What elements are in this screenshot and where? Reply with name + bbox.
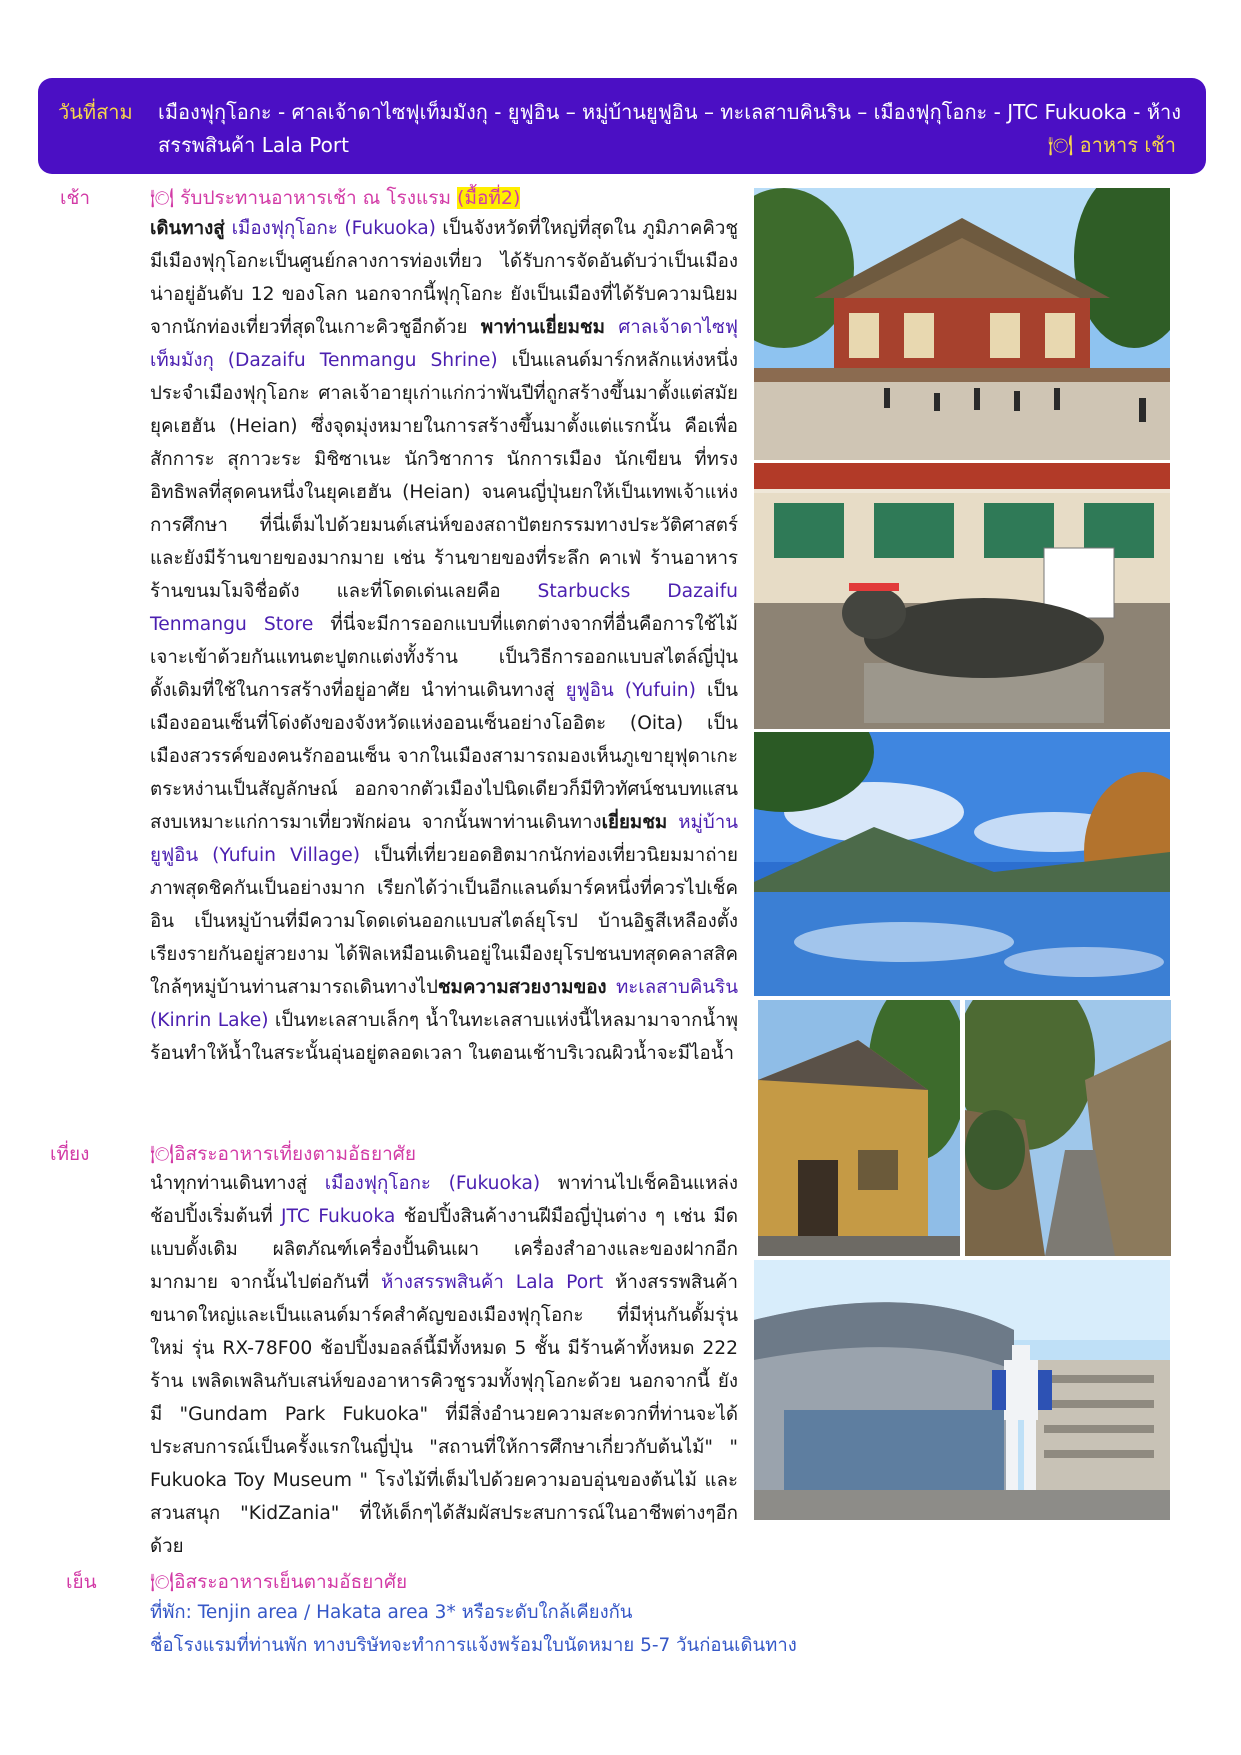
morning-text-segment: ยูฟูอิน (Yufuin) — [565, 680, 696, 701]
morning-text-segment: เมืองฟุกุโอกะ (Fukuoka) — [231, 218, 436, 239]
plate-icon: 🍽 — [150, 187, 175, 209]
lunch-text-segment: ช้อปปิ้งสินค้างานฝีมือญี่ปุ่นต่าง ๆ เช่น มีดแบบดั้งเดิม ผลิตภัณฑ์เครื่องปั้นดินเผา เครื่องสำอางและของฝากอีกมากมาย จากนั้นไปต่อกันที่ — [150, 1206, 738, 1293]
dinner-label: เย็น — [66, 1571, 97, 1593]
morning-text-segment — [605, 317, 618, 338]
hotel-info — [150, 1596, 797, 1662]
lunch-text-segment: JTC Fukuoka — [281, 1206, 396, 1227]
dinner-meal — [150, 1567, 407, 1597]
morning-text-segment — [607, 977, 616, 998]
morning-text-segment: เยี่ยมชม — [601, 812, 668, 833]
hotel-notice: ชื่อโรงแรมที่ท่านพัก ทางบริษัทจะทำการแจ้งพร้อมใบนัดหมาย 5-7 วันก่อนเดินทาง — [150, 1635, 797, 1656]
morning-text-segment: เป็นเมืองออนเซ็นที่โด่งดังของจังหวัดแห่งออนเซ็นอย่างโออิตะ (Oita) เป็นเมืองสวรรค์ของคนรักออนเซ็น จากในเมืองสามารถมองเห็นภูเขายุฟุดาเกะตระหง่านเป็นสัญลักษณ์ ออกจากตัวเมืองไปนิดเดียวก็มีทิวทัศน์ชนบทแสนสงบเหมาะแก่การมาเที่ยวพักผ่อน จากนั้นพาท่านเดินทาง — [150, 680, 738, 833]
lunch-text-segment: นำทุกท่านเดินทางสู่ — [150, 1173, 325, 1194]
lunch-meal-text: อิสระอาหารเที่ยงตามอัธยาศัย — [174, 1143, 416, 1165]
morning-text-segment: หมู่บ้านยูฟูอิน (Yufuin Village) — [150, 812, 738, 866]
morning-text-segment: Starbucks Dazaifu Tenmangu Store — [150, 581, 738, 635]
morning-text-segment: พาท่านเยี่ยมชม — [480, 317, 605, 338]
day-label: วันที่สาม — [58, 100, 133, 124]
meal-number-badge: (มื้อที่2) — [457, 187, 521, 209]
morning-text-segment: ศาลเจ้าดาไซฟุเท็มมังกุ (Dazaifu Tenmangu Shrine) — [150, 317, 738, 371]
day-header — [38, 78, 1206, 174]
lunch-text-segment: ห้างสรรพสินค้าขนาดใหญ่และเป็นแลนด์มาร์คสำคัญของเมืองฟุกุโอกะ ที่มีหุ่นกันดั้มรุ่นใหม่ รุ่น RX-78F00 ช้อปปิ้งมอลล์นี้มีทั้งหมด 5 ชั้น มีร้านค้าทั้งหมด 222 ร้าน เพลิดเพลินกับเสน่ห์ของอาหารคิวชูรวมทั้งฟุกุโอกะด้วย นอกจากนี้ ยังมี "Gundam Park Fukuoka" ที่มีสิ่งอำนวยความสะดวกที่ท่านจะได้ประสบการณ์เป็นครั้งแรกในญี่ปุ่น "สถานที่ให้การศึกษาเกี่ยวกับต้นไม้" " Fukuoka Toy Museum " โรงไม้ที่เต็มไปด้วยความอบอุ่นของต้นไม้ และสวนสนุก "KidZania" ที่ให้เด็กๆได้สัมผัสประสบการณ์ในอาชีพต่างๆอีกด้วย — [150, 1272, 738, 1557]
lunch-text-segment: พาท่านไปเช็คอินแหล่งช้อปปิ้งเริ่มต้นที่ — [150, 1173, 738, 1227]
morning-text-segment: ที่นี่จะมีการออกแบบที่แตกต่างจากที่อื่นคือการใช้ไม้เจาะเข้าด้วยกันแทนตะปูตกแต่งทั้งร้าน เป็นวิธีการออกแบบสไตล์ญี่ปุ่นดั้งเดิมที่ใช้ในการสร้างที่อยู่อาศัย นำท่านเดินทางสู่ — [150, 614, 738, 701]
plate-icon: 🍽 — [150, 1571, 175, 1593]
shrine-photo — [754, 188, 1170, 460]
morning-text-segment: ทะเลสาบคินริน (Kinrin Lake) — [150, 977, 738, 1031]
lunch-paragraph — [150, 1167, 738, 1563]
morning-meal-text: รับประทานอาหารเช้า ณ โรงแรม — [180, 187, 451, 209]
morning-text-segment: เดินทางสู่ — [150, 218, 232, 239]
lunch-meal — [150, 1139, 416, 1169]
morning-paragraph — [150, 212, 738, 1070]
lunch-text-segment: เมืองฟุกุโอกะ (Fukuoka) — [324, 1173, 541, 1194]
plate-icon: 🍽 — [150, 1143, 175, 1165]
morning-text-segment: เป็นแลนด์มาร์กหลักแห่งหนึ่ง ประจำเมืองฟุกุโอกะ ศาลเจ้าอายุเก่าแก่กว่าพันปีที่ถูกสร้างขึ้นมาตั้งแต่สมัยยุคเฮฮัน (Heian) ซึ่งจุดมุ่งหมายในการสร้างขึ้นมาตั้งแต่แรกนั้น คือเพื่อสักการะ สุกาวะระ มิชิซาเนะ นักวิชาการ นักการเมือง นักเขียน ที่ทรงอิทธิพลที่สุดคนหนึ่งในยุคเฮฮัน (Heian) จนคนญี่ปุ่นยกให้เป็นเทพเจ้าแห่งการศึกษา ที่นี่เต็มไปด้วยมนต์เสน่ห์ของสถาปัตยกรรมทางประวัติศาสตร์ และยังมีร้านขายของมากมาย เช่น ร้านขายของที่ระลึก คาเฟ่ ร้านอาหาร ร้านขนมโมจิชื่อดัง และที่โดดเด่นเลยคือ — [150, 350, 738, 602]
lunch-text-segment: ห้างสรรพสินค้า Lala Port — [380, 1272, 604, 1293]
morning-meal — [150, 183, 520, 213]
yufuin-village-photo-left — [758, 1000, 960, 1256]
dinner-meal-text: อิสระอาหารเย็นตามอัธยาศัย — [174, 1571, 408, 1593]
yufuin-village-photo-right — [965, 1000, 1171, 1256]
morning-text-segment: ชมความสวยงามของ — [437, 977, 607, 998]
morning-text-segment: เป็นที่เที่ยวยอดฮิตมากนักท่องเที่ยวนิยมมาถ่ายภาพสุดชิคกันเป็นอย่างมาก เรียกได้ว่าเป็นอีกแลนด์มาร์คหนึ่งที่ควรไปเช็คอิน เป็นหมู่บ้านที่มีความโดดเด่นออกแบบสไตล์ยุโรป บ้านอิฐสีเหลืองตั้งเรียงรายกันอยู่สวยงาม ได้ฟิลเหมือนเดินอยู่ในเมืองยุโรปชนบทสุดคลาสสิค ใกล้ๆหมู่บ้านท่านสามารถเดินทางไป — [150, 845, 738, 998]
meals-summary — [1048, 129, 1176, 161]
meals-text: อาหาร เช้า — [1079, 133, 1176, 157]
lunch-label: เที่ยง — [50, 1143, 90, 1165]
morning-text-segment: เป็นทะเลสาบเล็กๆ น้ำในทะเลสาบแห่งนี้ไหลมามาจากน้ำพุร้อนทำให้น้ำในสระนั้นอุ่นอยู่ตลอดเวลา ในตอนเช้าบริเวณผิวน้ำจะมีไอน้ำ — [150, 1010, 739, 1064]
morning-text-segment: เป็นจังหวัดที่ใหญ่ที่สุดใน ภูมิภาคคิวชู มีเมืองฟุกุโอกะเป็นศูนย์กลางการท่องเที่ยว ได้รับการจัดอันดับว่าเป็นเมืองน่าอยู่อันดับ 12 ของโลก นอกจากนี้ฟุกุโอกะ ยังเป็นเมืองที่ได้รับความนิยมจากนักท่องเที่ยวที่สุดในเกาะคิวชูอีกด้วย — [150, 218, 738, 338]
route-text: เมืองฟุกุโอกะ - ศาลเจ้าดาไซฟุเท็มมังกุ - ยูฟูอิน – หมู่บ้านยูฟูอิน – ทะเลสาบคินริน – เมืองฟุกุโอกะ - JTC Fukuoka - ห้างสรรพสินค้า Lala Port — [158, 100, 1182, 157]
lalaport-gundam-photo — [754, 1260, 1170, 1520]
morning-text-segment — [667, 812, 678, 833]
kinrin-lake-photo — [754, 732, 1170, 996]
plate-icon: 🍽 — [1047, 133, 1074, 157]
ox-statue-photo — [754, 463, 1170, 729]
hotel-line: ที่พัก: Tenjin area / Hakata area 3* หรือระดับใกล้เคียงกัน — [150, 1602, 633, 1623]
morning-label: เช้า — [60, 187, 91, 209]
